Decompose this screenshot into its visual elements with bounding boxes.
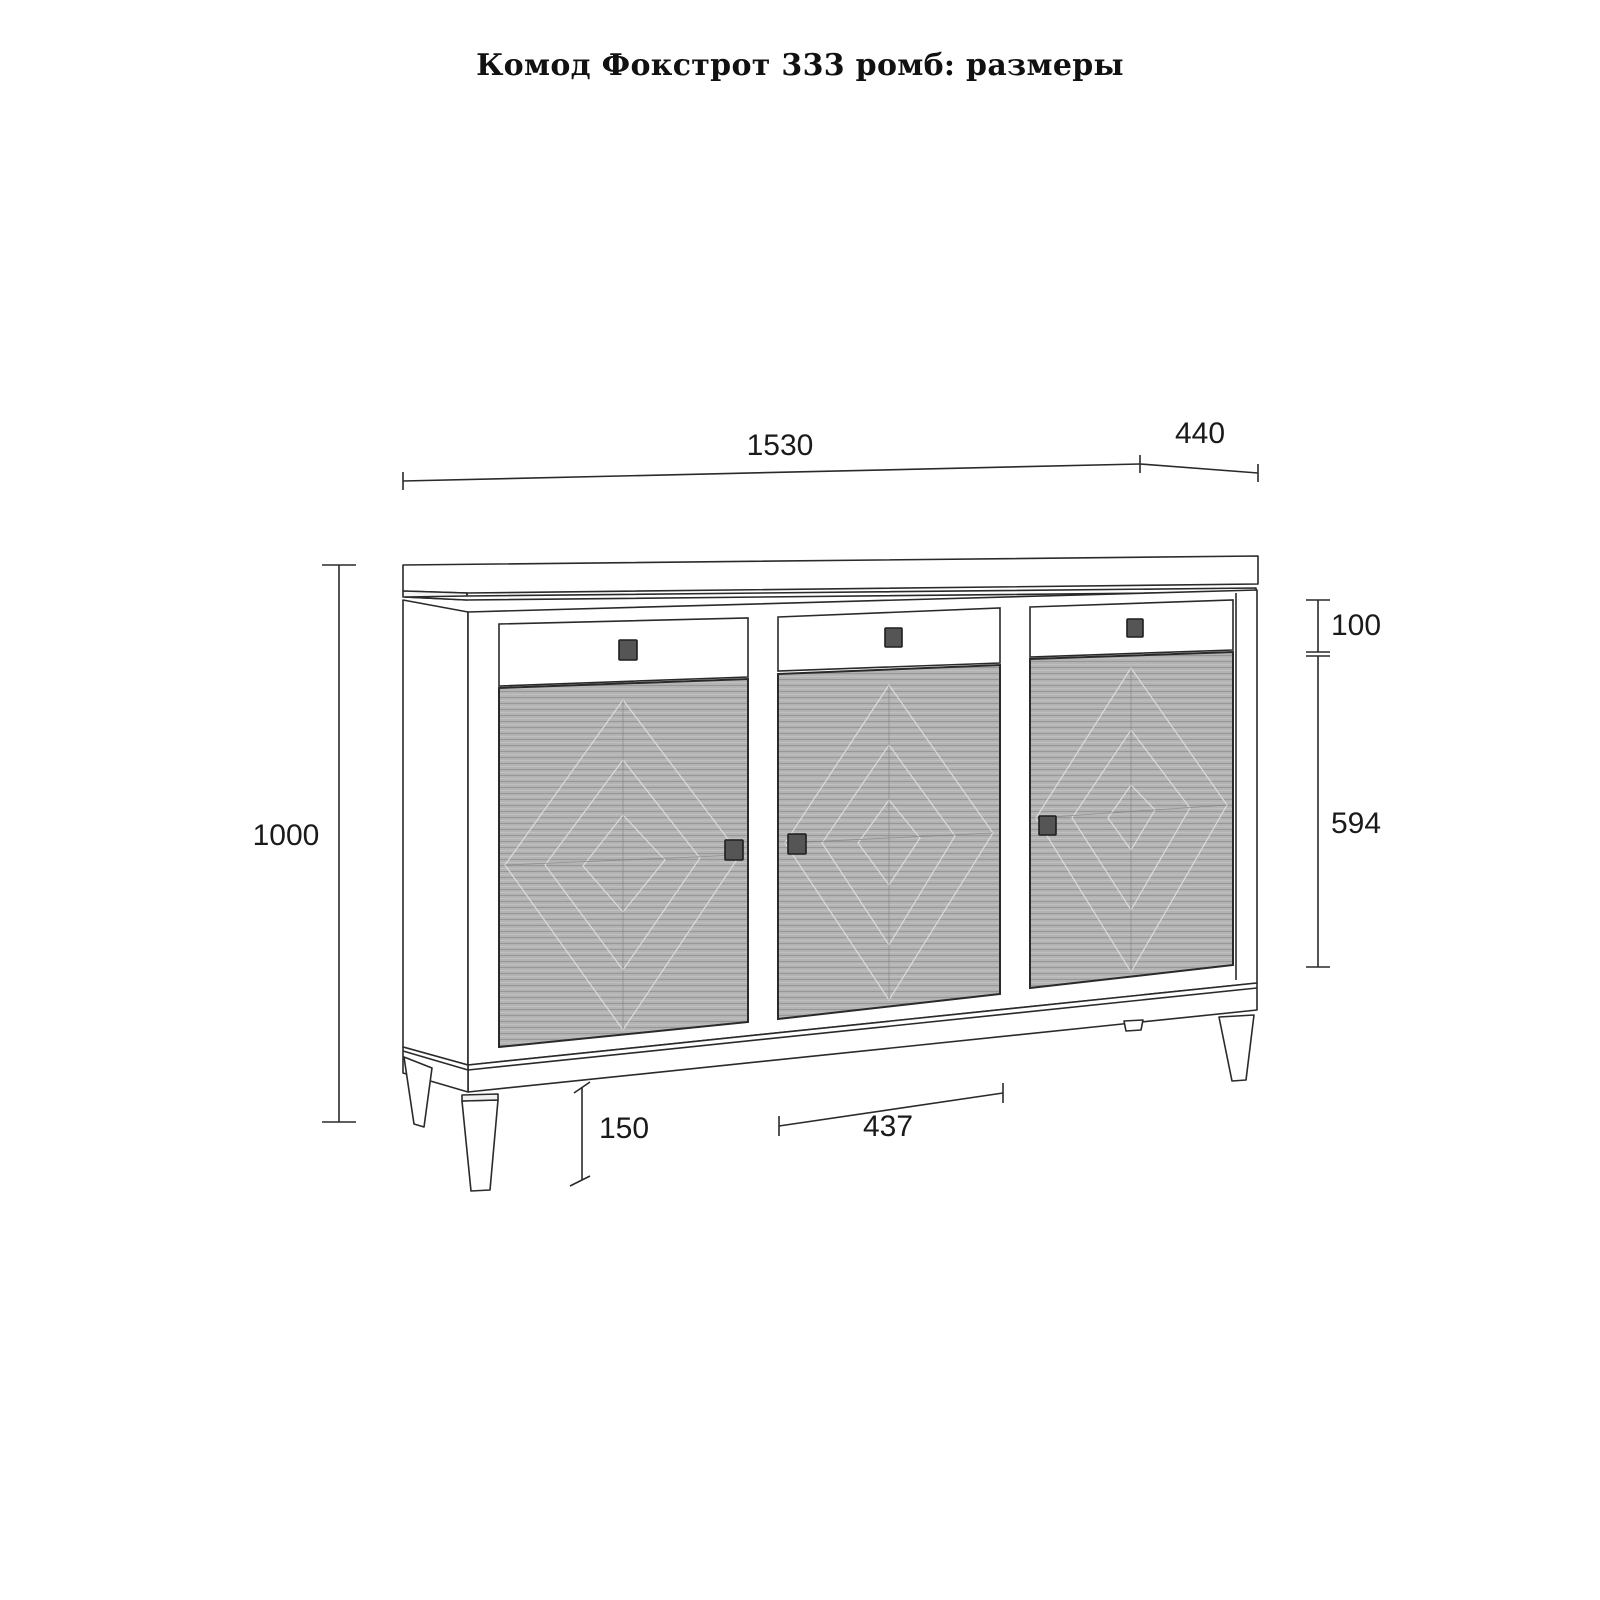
width-dimension-line bbox=[403, 464, 1140, 481]
drawer-left-handle bbox=[619, 640, 637, 660]
side-panel bbox=[403, 600, 468, 1065]
leg-front-left bbox=[462, 1100, 498, 1191]
top-slab bbox=[403, 556, 1258, 593]
door-right bbox=[1030, 652, 1233, 988]
leg-front-right bbox=[1219, 1015, 1254, 1081]
drawer-right-handle bbox=[1127, 619, 1143, 637]
diagram-title: Комод Фокстрот 333 ромб: размеры bbox=[476, 48, 1124, 83]
leg-height-label: 150 bbox=[598, 1112, 650, 1145]
drawer-height-label: 100 bbox=[1330, 609, 1382, 642]
width-label: 1530 bbox=[746, 429, 814, 462]
door-left bbox=[499, 679, 748, 1047]
depth-label: 440 bbox=[1174, 417, 1226, 450]
depth-dimension-line bbox=[1140, 464, 1258, 473]
door-width-label: 437 bbox=[862, 1110, 914, 1143]
door-left-handle bbox=[725, 840, 743, 860]
height-label: 1000 bbox=[252, 819, 320, 852]
leg-back-left bbox=[404, 1057, 432, 1127]
door-height-label: 594 bbox=[1330, 807, 1382, 840]
door-right-handle bbox=[1039, 816, 1056, 835]
door-middle-handle bbox=[788, 834, 806, 854]
leg-back-right bbox=[1124, 1020, 1143, 1031]
drawer-middle-handle bbox=[885, 628, 902, 647]
